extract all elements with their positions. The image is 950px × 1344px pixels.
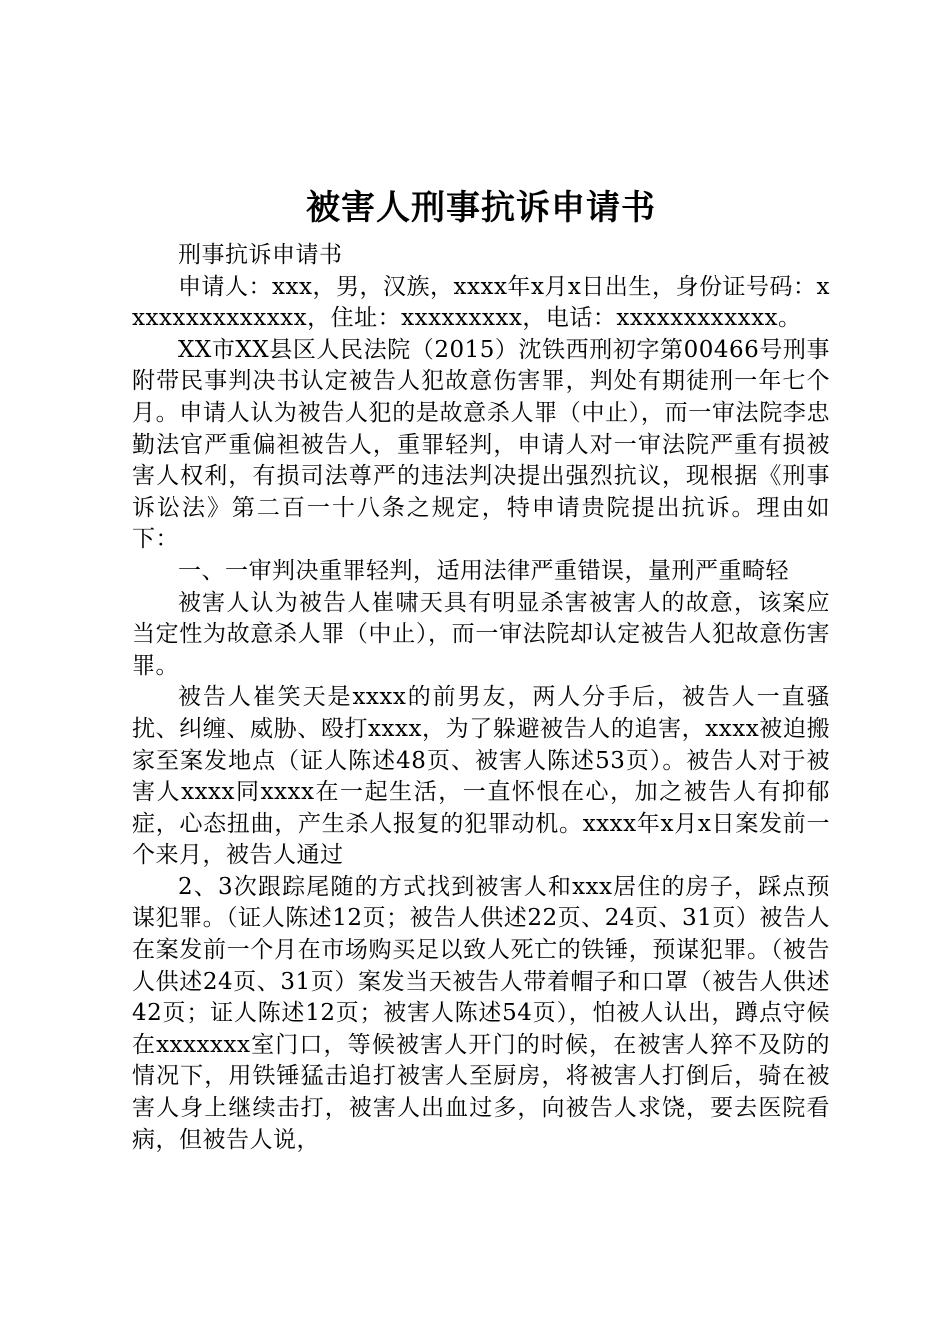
paragraph-reason-one: 一、一审判决重罪轻判，适用法律严重错误，量刑严重畸轻 [178,557,789,584]
paragraph-victim-view: 被害人认为被告人崔啸天具有明显杀害被害人的故意，该案应当定性为故意杀人罪（中止），而一审法院却认定被告人犯故意伤害罪。 [132,589,830,679]
document-page [132,178,830,1156]
paragraph-background: 被告人崔笑天是xxxx的前男友，两人分手后，被告人一直骚扰、纠缠、威胁、殴打xxxx，为了躲避被告人的追害，xxxx被迫搬家至案发地点（证人陈述48页、被害人陈述53页）。被告人对于被害人xxxx同xxxx在一起生活，一直怀恨在心，加之被告人有抑郁症，心态扭曲，产生杀人报复的犯罪动机。xxxx年x月x日案发前一个来月，被告人通过 [132,684,830,869]
paragraph-applicant: 申请人：xxx，男，汉族，xxxx年x月x日出生，身份证号码：xxxxxxxxxxxxxx，住址：xxxxxxxxx，电话：xxxxxxxxxxxx。 [132,273,830,332]
document-title: 被害人刑事抗诉申请书 [306,188,656,228]
paragraph-judgment: XX市XX县区人民法院（2015）沈铁西刑初字第00466号刑事附带民事判决书认定被告人犯故意伤害罪，判处有期徒刑一年七个月。申请人认为被告人犯的是故意杀人罪（中止），而一审法院李忠勤法官严重偏袒被告人，重罪轻判，申请人对一审法院严重有损被害人权利，有损司法尊严的违法判决提出强烈抗议，现根据《刑事诉讼法》第二百一十八条之规定，特申请贵院提出抗诉。理由如下： [132,336,830,553]
paragraph-heading: 刑事抗诉申请书 [178,242,343,268]
paragraph-facts: 2、3次跟踪尾随的方式找到被害人和xxx居住的房子，踩点预谋犯罪。（证人陈述12页；被告人供述22页、24页、31页）被告人在案发前一个月在市场购买足以致人死亡的铁锤，预谋犯罪。（被告人供述24页、31页）案发当天被告人带着帽子和口罩（被告人供述42页；证人陈述12页；被害人陈述54页），怕被人认出，蹲点守候在xxxxxxx室门口，等候被害人开门的时候，在被害人猝不及防的情况下，用铁锤猛击追打被害人至厨房，将被害人打倒后，骑在被害人身上继续击打，被害人出血过多，向被告人求饶，要去医院看病，但被告人说， [132,873,830,1153]
